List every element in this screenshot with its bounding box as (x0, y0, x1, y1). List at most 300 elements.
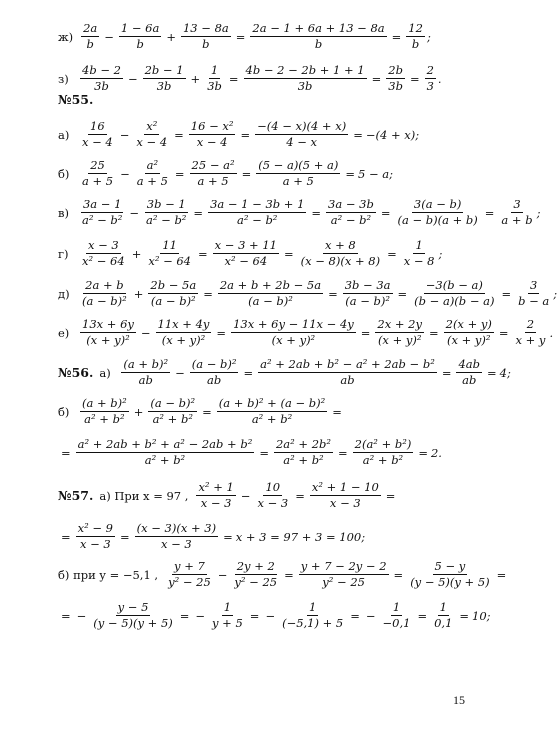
math-line (58, 279, 557, 308)
item-label: е) (58, 325, 70, 340)
operator: + (133, 404, 144, 419)
numerator: a² (145, 159, 160, 174)
operator: = (202, 404, 212, 419)
denominator: a² + b² (144, 453, 186, 468)
item-label: д) (58, 286, 70, 301)
fraction (148, 397, 197, 426)
operator: − (217, 567, 228, 582)
denominator: ab (207, 373, 222, 388)
operator: = (311, 205, 322, 220)
numerator: 5 − y (433, 560, 468, 575)
math-line (58, 438, 442, 467)
denominator: a + 5 (282, 174, 314, 189)
math-line (58, 239, 442, 268)
numerator: 2 (425, 64, 436, 79)
expression-text: ; (426, 29, 431, 44)
fraction (258, 358, 437, 387)
fraction (190, 358, 239, 387)
operator: + (133, 286, 144, 301)
item-label: в) (58, 205, 69, 220)
numerator: 25 − a² (190, 159, 237, 174)
math-line (58, 64, 442, 93)
operator: − (265, 608, 276, 623)
fraction (456, 358, 482, 387)
denominator: x − 3 (160, 537, 192, 552)
fraction (80, 239, 127, 268)
math-line (58, 159, 393, 188)
fraction (395, 198, 479, 227)
denominator: a + b (501, 213, 533, 228)
numerator: 3 (511, 198, 522, 213)
fraction (91, 601, 174, 630)
denominator: a² + b² (84, 412, 125, 427)
operator: = (203, 286, 213, 301)
expression-text: x + 3 = 97 + 3 = 100; (235, 529, 366, 544)
operator: = (385, 488, 396, 503)
denominator: x − 8 (403, 254, 435, 269)
fraction (250, 22, 386, 51)
denominator: x − 3 (200, 496, 232, 511)
denominator: (−5,1) + 5 (282, 616, 344, 631)
denominator: 3b (94, 79, 109, 94)
fraction (119, 22, 161, 51)
fraction (274, 438, 333, 467)
numerator: 3(a − b) (412, 198, 463, 213)
fraction (516, 279, 551, 308)
fraction (326, 198, 376, 227)
operator: = (487, 365, 497, 380)
fraction (189, 120, 236, 149)
numerator: a² + 2ab + b² − a² + 2ab − b² (258, 358, 437, 373)
operator: = (371, 71, 382, 86)
expression-text: −(4 + x); (365, 127, 420, 142)
denominator: x² − 64 (148, 254, 192, 269)
denominator: b (86, 37, 94, 52)
numerator: 2x + 2y (375, 318, 424, 333)
fraction (412, 279, 496, 308)
expression-text: 4; (499, 365, 511, 380)
operator: = (484, 205, 495, 220)
numerator: −3(b − a) (424, 279, 485, 294)
fraction (80, 159, 115, 188)
denominator: (a − b)² (82, 294, 127, 309)
fraction (217, 397, 327, 426)
fraction (80, 318, 136, 347)
numerator: (a + b)² (121, 358, 170, 373)
operator: = (338, 445, 348, 460)
item-label: ж) (58, 29, 74, 44)
page-number: 15 (453, 693, 465, 707)
expression-text: ; (536, 205, 541, 220)
numerator: 2a (81, 22, 99, 37)
fraction (231, 318, 356, 347)
numerator: 2a² + 2b² (274, 438, 333, 453)
numerator: x + 8 (323, 239, 358, 254)
math-line (58, 92, 99, 107)
operator: − (195, 608, 206, 623)
expression-text: ; (553, 286, 557, 301)
fraction (353, 438, 414, 467)
numerator: 1 − 6a (119, 22, 161, 37)
fraction (381, 601, 413, 630)
operator: − (76, 608, 87, 623)
operator: = (259, 445, 269, 460)
denominator: b (136, 37, 144, 52)
operator: = (345, 166, 356, 181)
denominator: a² − b² (82, 213, 123, 228)
operator: = (241, 166, 252, 181)
denominator: (a − b)² (150, 294, 196, 309)
numerator: 2 (525, 318, 536, 333)
operator: = (428, 325, 439, 340)
fraction (432, 601, 454, 630)
fraction (205, 64, 224, 93)
math-line (58, 522, 365, 551)
numerator: 1 (438, 601, 449, 616)
denominator: x − 3 (257, 496, 289, 511)
fraction (146, 239, 193, 268)
fraction (166, 560, 213, 589)
numerator: 3b − 3a (343, 279, 393, 294)
fraction (232, 560, 279, 589)
operator: = (459, 608, 470, 623)
fraction (255, 120, 348, 149)
numerator: 1 (209, 64, 220, 79)
numerator: −(4 − x)(4 + x) (255, 120, 348, 135)
operator: = (174, 127, 184, 142)
fraction (375, 318, 424, 347)
denominator: 3 (426, 79, 434, 94)
numerator: 1 (307, 601, 318, 616)
numerator: 2a + b + 2b − 5a (218, 279, 323, 294)
numerator: 25 (88, 159, 107, 174)
numerator: 16 (88, 120, 107, 135)
math-line (58, 198, 540, 227)
operator: = (284, 567, 294, 582)
operator: − (175, 365, 185, 380)
numerator: 12 (406, 22, 425, 37)
item-label: а) (58, 127, 70, 142)
fraction (210, 601, 245, 630)
operator: = (353, 127, 363, 142)
fraction (386, 64, 405, 93)
numerator: x² + 1 (196, 481, 235, 496)
operator: = (228, 71, 239, 86)
denominator: (x + y)² (446, 333, 491, 348)
item-label: г) (58, 246, 69, 261)
operator: − (365, 608, 376, 623)
fraction (156, 318, 212, 347)
fraction (499, 198, 534, 227)
numerator: 2y + 2 (235, 560, 277, 575)
denominator: (x + y)² (377, 333, 422, 348)
item-label: а) При x = 97 , (99, 488, 189, 503)
fraction (81, 22, 99, 51)
operator: = (360, 325, 371, 340)
denominator: 0,1 (434, 616, 453, 631)
denominator: x² − 64 (224, 254, 268, 269)
fraction (280, 601, 345, 630)
operator: − (240, 488, 251, 503)
numerator: 3b − 1 (145, 198, 188, 213)
operator: = (198, 246, 208, 261)
operator: + (166, 29, 176, 44)
numerator: x² + 1 − 10 (310, 481, 381, 496)
operator: − (120, 166, 130, 181)
numerator: 11x + 4y (156, 318, 212, 333)
numerator: 4ab (456, 358, 482, 373)
denominator: y² − 25 (168, 575, 211, 590)
fraction (181, 22, 231, 51)
fraction (208, 198, 306, 227)
item-label: з) (58, 71, 69, 86)
expression-text: 2. (430, 445, 442, 460)
expression-text: 5 − a; (358, 166, 394, 181)
numerator: 1 (413, 239, 424, 254)
fraction (255, 481, 290, 510)
numerator: (x − 3)(x + 3) (135, 522, 218, 537)
denominator: ab (340, 373, 355, 388)
fraction (135, 522, 218, 551)
fraction (135, 159, 170, 188)
denominator: 3b (388, 79, 403, 94)
math-line (58, 358, 511, 387)
denominator: a² − b² (330, 213, 372, 228)
denominator: (x + y)² (161, 333, 206, 348)
numerator: x − 3 (86, 239, 121, 254)
operator: = (496, 567, 507, 582)
denominator: 4 − x (286, 135, 318, 150)
numerator: x − 3 + 11 (213, 239, 279, 254)
numerator: 2b − 5a (148, 279, 198, 294)
operator: = (332, 404, 342, 419)
exercise-number: №56. (58, 365, 94, 381)
expression-text: ; (438, 246, 443, 261)
denominator: a + 5 (197, 174, 229, 189)
operator: = (223, 529, 233, 544)
exercise-number: №55. (58, 92, 94, 107)
numerator: 2a − 1 + 6a + 13 − 8a (250, 22, 386, 37)
numerator: 3a − 3b (326, 198, 376, 213)
fraction (514, 318, 548, 347)
denominator: a² − b² (237, 213, 278, 228)
denominator: ab (138, 373, 153, 388)
item-label: а) (99, 365, 111, 380)
expression-text: . (549, 325, 554, 340)
operator: = (418, 445, 428, 460)
exercise-number: №57. (58, 488, 94, 504)
operator: = (179, 608, 190, 623)
operator: = (387, 246, 397, 261)
fraction (310, 481, 381, 510)
numerator: y + 7 (172, 560, 207, 575)
fraction (196, 481, 235, 510)
numerator: 1 (391, 601, 402, 616)
numerator: (a − b)² (148, 397, 197, 412)
fraction (425, 64, 436, 93)
numerator: 13x + 6y − 11x − 4y (231, 318, 356, 333)
operator: = (243, 365, 254, 380)
fraction (80, 397, 129, 426)
numerator: (5 − a)(5 + a) (256, 159, 340, 174)
denominator: (a − b)(a + b) (397, 213, 478, 228)
operator: − (140, 325, 151, 340)
denominator: y² − 25 (322, 575, 365, 590)
operator: = (417, 608, 428, 623)
fraction (213, 239, 279, 268)
fraction (218, 279, 323, 308)
fraction (408, 560, 491, 589)
denominator: x − 4 (196, 135, 228, 150)
fraction (76, 522, 115, 551)
denominator: (x − 8)(x + 8) (300, 254, 381, 269)
operator: = (393, 567, 404, 582)
expression-text: . (437, 71, 442, 86)
denominator: x − 4 (82, 135, 113, 150)
denominator: ab (462, 373, 477, 388)
operator: − (127, 71, 138, 86)
item-label: б) (58, 404, 70, 419)
denominator: (y − 5)(y + 5) (93, 616, 173, 631)
numerator: (a + b)² + (a − b)² (217, 397, 327, 412)
denominator: a + 5 (136, 174, 168, 189)
denominator: x − 3 (79, 537, 111, 552)
math-line (58, 481, 398, 510)
denominator: 3b (156, 79, 172, 94)
item-label: б) при y = −5,1 , (58, 567, 159, 582)
math-line (58, 397, 345, 426)
denominator: a + 5 (82, 174, 114, 189)
operator: = (397, 286, 408, 301)
operator: = (295, 488, 305, 503)
operator: = (249, 608, 260, 623)
numerator: 3a − 1 − 3b + 1 (208, 198, 306, 213)
numerator: 1 (222, 601, 233, 616)
fraction (80, 64, 123, 93)
fraction (244, 64, 367, 93)
fraction (76, 438, 255, 467)
numerator: (a + b)² (80, 397, 129, 412)
fraction (256, 159, 340, 188)
operator: = (120, 529, 130, 544)
operator: = (328, 286, 338, 301)
denominator: (a − b)² (248, 294, 293, 309)
operator: = (409, 71, 420, 86)
fraction (80, 120, 115, 149)
numerator: 13x + 6y (80, 318, 136, 333)
operator: + (131, 246, 142, 261)
denominator: a² + b² (251, 412, 293, 427)
numerator: 2(a² + b²) (353, 438, 414, 453)
numerator: x² (144, 120, 159, 135)
operator: + (190, 71, 201, 86)
operator: = (501, 286, 512, 301)
operator: = (235, 29, 246, 44)
numerator: a² + 2ab + b² + a² − 2ab + b² (76, 438, 255, 453)
denominator: a² + b² (283, 453, 324, 468)
fraction (299, 239, 382, 268)
operator: = (61, 608, 71, 623)
numerator: 4b − 2 − 2b + 1 + 1 (244, 64, 367, 79)
operator: = (216, 325, 227, 340)
fraction (144, 198, 188, 227)
numerator: y + 7 − 2y − 2 (299, 560, 389, 575)
denominator: (x + y)² (86, 333, 130, 348)
denominator: (y − 5)(y + 5) (410, 575, 490, 590)
denominator: (a − b)² (345, 294, 390, 309)
denominator: x − 3 (329, 496, 361, 511)
operator: = (61, 529, 71, 544)
fraction (444, 318, 494, 347)
fraction (299, 560, 389, 589)
denominator: b (314, 37, 323, 52)
fraction (406, 22, 425, 51)
math-line (58, 318, 553, 347)
numerator: 2a + b (83, 279, 125, 294)
numerator: x² − 9 (76, 522, 115, 537)
operator: = (174, 166, 185, 181)
numerator: 2b (386, 64, 405, 79)
numerator: 3 (528, 279, 539, 294)
denominator: b − a (518, 294, 550, 309)
numerator: y − 5 (116, 601, 151, 616)
operator: − (119, 127, 130, 142)
denominator: (b − a)(b − a) (414, 294, 495, 309)
fraction (402, 239, 437, 268)
operator: = (498, 325, 509, 340)
operator: = (441, 365, 452, 380)
math-line (58, 22, 431, 51)
fraction (343, 279, 393, 308)
operator: = (240, 127, 251, 142)
fraction (80, 198, 124, 227)
math-line (58, 120, 419, 149)
math-line (58, 601, 491, 630)
fraction (134, 120, 169, 149)
numerator: 13 − 8a (181, 22, 231, 37)
numerator: 2(x + y) (444, 318, 494, 333)
denominator: x − 4 (136, 135, 168, 150)
numerator: 16 − x² (189, 120, 236, 135)
operator: = (391, 29, 402, 44)
fraction (143, 64, 186, 93)
operator: = (350, 608, 360, 623)
operator: − (104, 29, 114, 44)
operator: − (129, 205, 140, 220)
denominator: 3b (297, 79, 313, 94)
numerator: 10 (263, 481, 282, 496)
numerator: 4b − 2 (80, 64, 123, 79)
fraction (190, 159, 237, 188)
numerator: 3a − 1 (81, 198, 123, 213)
numerator: 2b − 1 (143, 64, 186, 79)
denominator: 3b (207, 79, 222, 94)
denominator: b (202, 37, 210, 52)
denominator: y + 5 (212, 616, 243, 631)
operator: = (380, 205, 391, 220)
denominator: −0,1 (382, 616, 411, 631)
fraction (80, 279, 129, 308)
expression-text: 10; (472, 608, 491, 623)
denominator: x + y (515, 333, 546, 348)
numerator: 11 (160, 239, 179, 254)
denominator: b (411, 37, 420, 52)
numerator: (a − b)² (190, 358, 239, 373)
denominator: (x + y)² (271, 333, 316, 348)
operator: = (61, 445, 71, 460)
denominator: a² − b² (146, 213, 187, 228)
fraction (121, 358, 170, 387)
